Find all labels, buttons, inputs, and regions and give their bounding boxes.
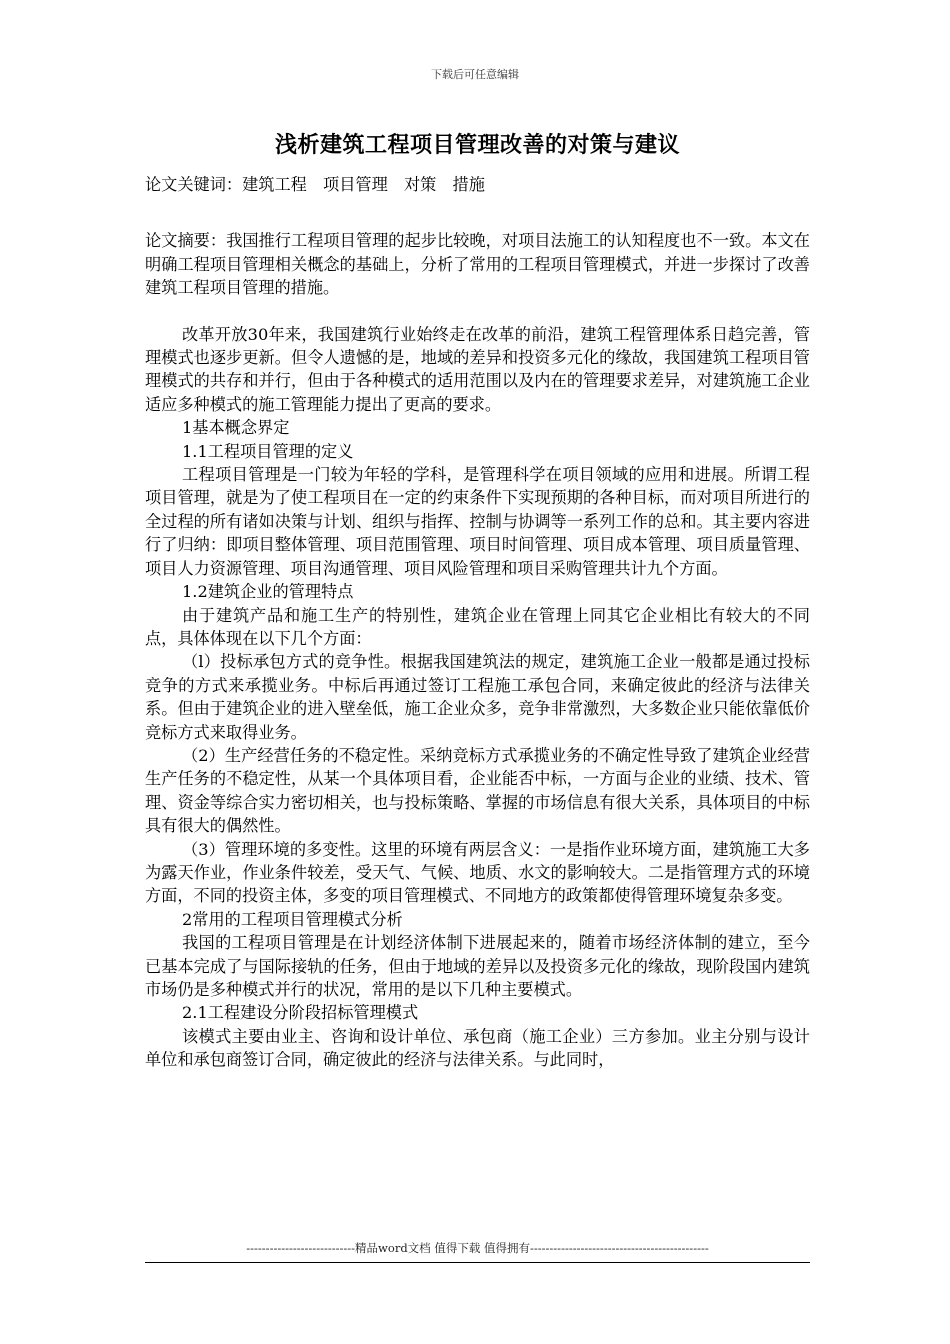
footer-note: ----------------------------精品word文档 值得下载 值得拥有----------------------------------------------: [246, 1241, 709, 1255]
paragraph-item-2: （2）生产经营任务的不稳定性。采纳竞标方式承揽业务的不确定性导致了建筑企业经营生产任务的不稳定性，从某一个具体项目看，企业能否中标，一方面与企业的业绩、技术、管理、资金等综合实力密切相关，也与投标策略、掌握的市场信息有很大关系，具体项目的中标具有很大的偶然性。: [145, 745, 810, 836]
section-heading-1-2: 1.2建筑企业的管理特点: [182, 582, 354, 602]
paragraph-definition: 工程项目管理是一门较为年轻的学科，是管理科学在项目领域的应用和进展。所谓工程项目管理，就是为了使工程项目在一定的约束条件下实现预期的各种目标，而对项目所进行的全过程的所有诸如决策与计划、组织与指挥、控制与协调等一系列工作的总和。其主要内容进行了归纳：即项目整体管理、项目范围管理、项目时间管理、项目成本管理、项目质量管理、项目人力资源管理、项目沟通管理、项目风险管理和项目采购管理共计九个方面。: [145, 465, 810, 578]
header-note: 下载后可任意编辑: [431, 68, 519, 81]
section-heading-1-1: 1.1工程项目管理的定义: [182, 441, 354, 461]
footer-divider: [145, 1262, 810, 1263]
section-heading-2: 2常用的工程项目管理模式分析: [182, 909, 403, 929]
keywords-line: 论文关键词：建筑工程 项目管理 对策 措施: [145, 175, 485, 194]
document-title: 浅析建筑工程项目管理改善的对策与建议: [274, 132, 680, 158]
section-heading-2-1: 2.1工程建设分阶段招标管理模式: [182, 1003, 419, 1023]
paragraph-item-1: （l）投标承包方式的竞争性。根据我国建筑法的规定，建筑施工企业一般都是通过投标竞争的方式来承揽业务。中标后再通过签订工程施工承包合同，来确定彼此的经济与法律关系。但由于建筑企业的进入壁垒低，施工企业众多，竞争非常激烈，大多数企业只能依靠低价竞标方式来取得业务。: [145, 652, 810, 742]
paragraph-intro: 改革开放30年来，我国建筑行业始终走在改革的前沿，建筑工程管理体系日趋完善，管理模式也逐步更新。但令人遗憾的是，地域的差异和投资多元化的缘故，我国建筑工程项目管理模式的共存和并行，但由于各种模式的适用范围以及内在的管理要求差异，对建筑施工企业适应多种模式的施工管理能力提出了更高的要求。: [145, 324, 810, 414]
document-body: [145, 128, 810, 1072]
paragraph-item-3: （3）管理环境的多变性。这里的环境有两层含义：一是指作业环境方面，建筑施工大多为露天作业，作业条件较差，受天气、气候、地质、水文的影响较大。二是指管理方式的环境方面，不同的投资主体，多变的项目管理模式、不同地方的政策都使得管理环境复杂多变。: [145, 839, 810, 906]
section-heading-1: 1基本概念界定: [182, 418, 290, 438]
paragraph-modes: 我国的工程项目管理是在计划经济体制下进展起来的，随着市场经济体制的建立，至今已基本完成了与国际接轨的任务，但由于地域的差异以及投资多元化的缘故，现阶段国内建筑市场仍是多种模式并行的状况，常用的是以下几种主要模式。: [145, 933, 810, 999]
paragraph-characteristics: 由于建筑产品和施工生产的特别性，建筑企业在管理上同其它企业相比有较大的不同点，具体体现在以下几个方面：: [145, 605, 810, 648]
abstract-paragraph: 论文摘要：我国推行工程项目管理的起步比较晚，对项目法施工的认知程度也不一致。本文在明确工程项目管理相关概念的基础上，分析了常用的工程项目管理模式，并进一步探讨了改善建筑工程项目管理的措施。: [145, 231, 810, 298]
paragraph-phased-bidding: 该模式主要由业主、咨询和设计单位、承包商（施工企业）三方参加。业主分别与设计单位和承包商签订合同，确定彼此的经济与法律关系。与此同时，: [145, 1026, 810, 1070]
